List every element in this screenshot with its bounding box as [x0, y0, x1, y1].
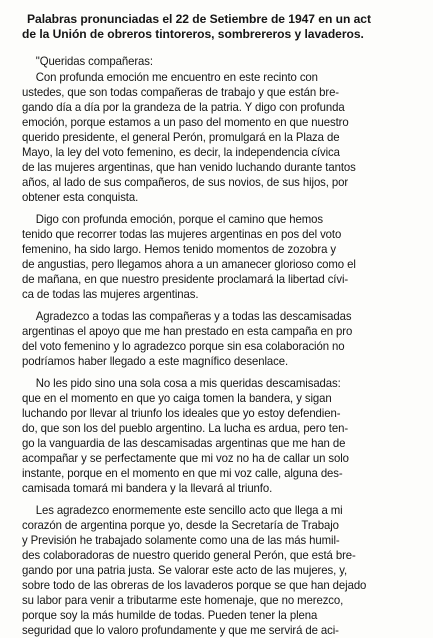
text-line: obtener esta conquista. [22, 191, 139, 204]
text-line: Con profunda emoción me encuentro en este recinto con [35, 71, 318, 84]
text-line: y Previsión he trabajado solamente como una de las más humil- [22, 534, 340, 547]
text-line: Mayo, la ley del voto femenino, es decir, la independencia cívica [22, 146, 340, 159]
text-line: Agradezco a todas las compañeras y a todas las descamisadas [35, 310, 352, 323]
paragraph [22, 503, 425, 638]
paragraph [22, 70, 425, 205]
text-line: go la vanguardia de las descamisadas argentinas que me han de [22, 437, 346, 450]
paragraph [22, 309, 425, 369]
text-line: de angustias, pero llegamos ahora a un amanecer glorioso como el [22, 258, 356, 271]
document-heading [22, 12, 425, 42]
text-line: gando día a día por la grandeza de la patria. Y digo con profunda [22, 101, 345, 114]
text-line: seguridad que lo valoro profundamente y que me servirá de aci- [22, 624, 339, 637]
text-line: argentinas el apoyo que me han prestado en esta campaña en pro [22, 325, 353, 338]
text-line: su labor para venir a tributarme este homenaje, que no merezco, [22, 594, 344, 607]
text-line: podríamos haber llegado a este magnífico desenlace. [22, 355, 289, 368]
text-line: de mañana, en que nuestro presidente proclamará la libertad cívi- [22, 273, 349, 286]
text-line: do, que son los del pueblo argentino. La lucha es ardua, pero ten- [22, 422, 349, 435]
text-line: instante, porque en el momento en que mi voz calle, alguna des- [22, 467, 343, 480]
text-line: de las mujeres argentinas, que han venido luchando durante tantos [22, 161, 356, 174]
heading-line: Palabras pronunciadas el 22 de Setiembre de 1947 en un act [27, 12, 371, 26]
text-line: acompañar y se perfectamente que mi voz no ha de callar un solo [22, 452, 349, 465]
text-line: años, al lado de sus compañeros, de sus novios, de sus hijos, por [22, 176, 349, 189]
text-line: Les agradezco enormemente este sencillo acto que llega a mi [35, 504, 343, 517]
text-line: sobre todo de las obreras de los lavaderos porque se que han dejado [22, 579, 367, 592]
text-line: "Queridas compañeras: [35, 55, 153, 68]
text-line: querido presidente, el general Perón, promulgará en la Plaza de [22, 131, 340, 144]
text-line: des colaboradoras de nuestro querido general Perón, que está bre- [22, 549, 356, 562]
text-line: corazón de argentina porque yo, desde la Secretaría de Trabajo [22, 519, 339, 532]
text-line: camisada tomará mi bandera y la llevará al triunfo. [22, 482, 273, 495]
paragraph [22, 54, 425, 69]
text-line: ustedes, que son todas compañeras de trabajo y que están bre- [22, 86, 340, 99]
document-body [22, 54, 425, 638]
text-line: femenino, ha sido largo. Hemos tenido momentos de zozobra y [22, 243, 336, 256]
text-line: que en el momento en que yo caiga tomen la bandera, y sigan [22, 392, 332, 405]
text-line: emoción, porque estamos a un paso del momento en que nuestro [22, 116, 349, 129]
text-line: Digo con profunda emoción, porque el camino que hemos [35, 213, 323, 226]
text-line: tenido que recorrer todas las mujeres argentinas en pos del voto [22, 228, 342, 241]
text-line: del voto femenino y lo agradezco porque sin esa colaboración no [22, 340, 345, 353]
text-line: porque soy la más humilde de todas. Pueden tener la plena [22, 609, 318, 622]
paragraph [22, 376, 425, 496]
text-line: ca de todas las mujeres argentinas. [22, 288, 199, 301]
text-line: No les pido sino una sola cosa a mis queridas descamisadas: [35, 377, 341, 390]
heading-line: de la Unión de obreros tintoreros, sombrereros y lavaderos. [22, 27, 364, 41]
paragraph [22, 212, 425, 302]
text-line: gando por una patria justa. Se valorar este acto de las mujeres, y, [22, 564, 348, 577]
text-line: luchando por llevar al triunfo los ideales que yo estoy defendien- [22, 407, 341, 420]
